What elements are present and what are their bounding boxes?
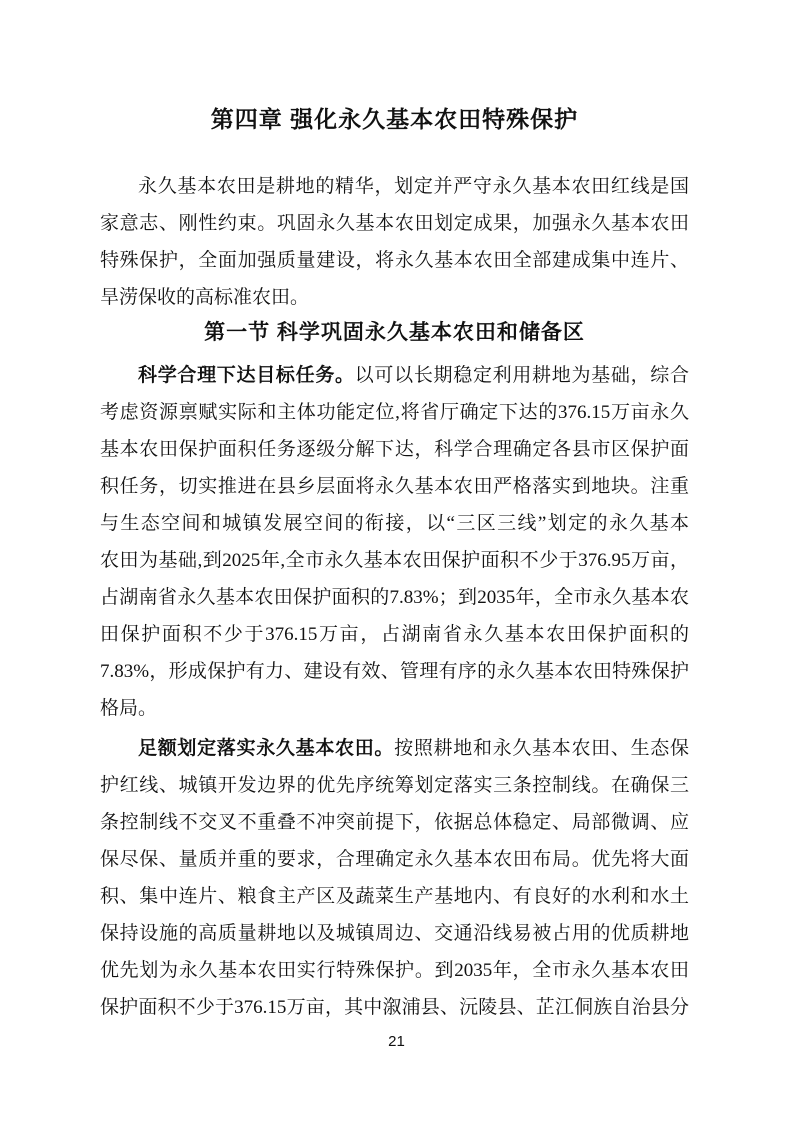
paragraph-targets [100, 357, 689, 727]
chapter-title: 第四章 强化永久基本农田特殊保护 [210, 106, 579, 132]
text-line: 与生态空间和城镇发展空间的衔接，以“三区三线”划定的永久基本 [100, 513, 689, 534]
text-line [100, 730, 689, 767]
text-line: 条控制线不交叉不重叠不冲突前提下，依据总体稳定、局部微调、应 [100, 812, 689, 833]
text-line: 家意志、刚性约束。巩固永久基本农田划定成果，加强永久基本农田 [100, 213, 689, 234]
lead-phrase: 科学合理下达目标任务。 [138, 365, 355, 386]
text-line: 农田为基础,到2025年,全市永久基本农田保护面积不少于376.95万亩， [100, 550, 689, 571]
text-line-content: 以可以长期稳定利用耕地为基础，综合 [354, 365, 689, 386]
text-line: 基本农田保护面积任务逐级分解下达，科学合理确定各县市区保护面 [100, 439, 689, 460]
text-line-content: 永久基本农田是耕地的精华，划定并严守永久基本农田红线是国 [138, 176, 689, 197]
text-line-content: 按照耕地和永久基本农田、生态保 [394, 738, 689, 759]
text-line: 保尽保、量质并重的要求，合理确定永久基本农田布局。优先将大面 [100, 849, 689, 870]
text-line: 优先划为永久基本农田实行特殊保护。到2035年，全市永久基本农田 [100, 960, 689, 981]
text-line: 占湖南省永久基本农田保护面积的7.83%；到2035年，全市永久基本农 [100, 587, 689, 608]
section-title: 第一节 科学巩固永久基本农田和储备区 [204, 321, 585, 344]
text-line: 积任务，切实推进在县乡层面将永久基本农田严格落实到地块。注重 [100, 476, 689, 497]
text-line: 保持设施的高质量耕地以及城镇周边、交通沿线易被占用的优质耕地 [100, 923, 689, 944]
text-line: 7.83%，形成保护有力、建设有效、管理有序的永久基本农田特殊保护 [100, 661, 689, 682]
text-line: 保护面积不少于376.15万亩，其中溆浦县、沅陵县、芷江侗族自治县分 [100, 997, 689, 1018]
text-line [100, 168, 689, 205]
text-line: 考虑资源禀赋实际和主体功能定位,将省厅确定下达的376.15万亩永久 [100, 402, 689, 423]
text-line [100, 357, 689, 394]
text-line: 积、集中连片、粮食主产区及蔬菜生产基地内、有良好的水利和水土 [100, 886, 689, 907]
text-line: 格局。 [100, 698, 158, 719]
paragraph-delineation [100, 730, 689, 1026]
text-line: 护红线、城镇开发边界的优先序统筹划定落实三条控制线。在确保三 [100, 775, 689, 796]
text-line: 旱涝保收的高标准农田。 [100, 287, 310, 308]
paragraph-intro [100, 168, 689, 316]
text-line: 田保护面积不少于376.15万亩，占湖南省永久基本农田保护面积的 [100, 624, 689, 645]
lead-phrase: 足额划定落实永久基本农田。 [138, 738, 395, 759]
text-line: 特殊保护，全面加强质量建设，将永久基本农田全部建成集中连片、 [100, 250, 689, 271]
page-number: 21 [388, 1033, 405, 1050]
